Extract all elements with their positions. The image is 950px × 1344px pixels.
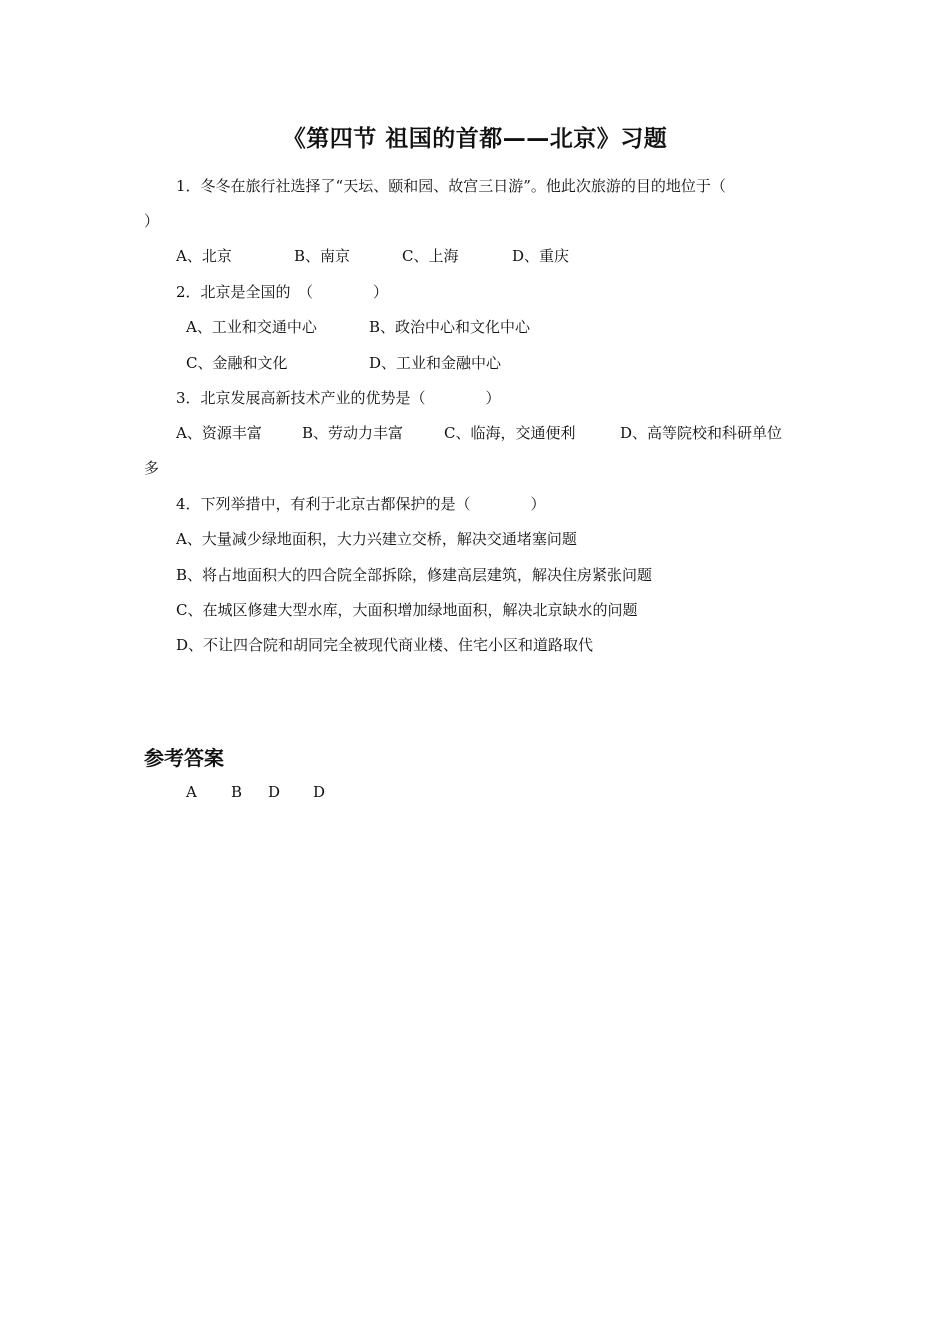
page-title: 《第四节 祖国的首都——北京》习题 bbox=[282, 126, 668, 152]
question-3-options-continued: 多 bbox=[144, 459, 160, 477]
question-3-option-a: A、资源丰富 bbox=[176, 424, 262, 442]
question-4-option-a: A、大量减少绿地面积，大力兴建立交桥，解决交通堵塞问题 bbox=[176, 530, 577, 548]
question-3-option-b: B、劳动力丰富 bbox=[302, 424, 404, 442]
question-2-options-row-2 bbox=[186, 353, 501, 373]
question-1-option-c: C、上海 bbox=[402, 247, 459, 265]
answer-key-heading: 参考答案 bbox=[144, 746, 224, 770]
question-1-option-d: D、重庆 bbox=[512, 247, 570, 265]
question-4-option-b: B、将占地面积大的四合院全部拆除，修建高层建筑，解决住房紧张问题 bbox=[176, 566, 653, 584]
question-1-options bbox=[176, 246, 569, 266]
question-1-option-a: A、北京 bbox=[176, 247, 232, 265]
answer-3: D bbox=[268, 783, 281, 801]
question-3-stem: 3．北京发展高新技术产业的优势是（ ） bbox=[176, 389, 501, 407]
question-2-option-a: A、工业和交通中心 bbox=[186, 318, 317, 336]
question-3-option-d: D、高等院校和科研单位 bbox=[620, 424, 783, 442]
question-4-stem: 4．下列举措中，有利于北京古都保护的是（ ） bbox=[176, 495, 546, 513]
question-3-option-c: C、临海，交通便利 bbox=[444, 424, 576, 442]
question-2-option-d: D、工业和金融中心 bbox=[369, 354, 502, 372]
question-2-options-row-1 bbox=[186, 317, 530, 337]
answer-4: D bbox=[313, 783, 326, 801]
question-3-options bbox=[176, 423, 782, 443]
answer-1: A bbox=[186, 783, 197, 801]
question-1-option-b: B、南京 bbox=[294, 247, 351, 265]
answer-2: B bbox=[231, 783, 243, 801]
question-4-option-d: D、不让四合院和胡同完全被现代商业楼、住宅小区和道路取代 bbox=[176, 636, 594, 654]
question-2-option-b: B、政治中心和文化中心 bbox=[369, 318, 531, 336]
question-2-option-c: C、金融和文化 bbox=[186, 354, 288, 372]
question-1-stem: 1．冬冬在旅行社选择了“天坛、颐和园、故宫三日游”。他此次旅游的目的地位于（ bbox=[176, 177, 726, 195]
question-2-stem: 2．北京是全国的 （ ） bbox=[176, 283, 389, 301]
question-1-stem-continued: ） bbox=[144, 212, 160, 230]
question-4-option-c: C、在城区修建大型水库，大面积增加绿地面积，解决北京缺水的问题 bbox=[176, 601, 638, 619]
